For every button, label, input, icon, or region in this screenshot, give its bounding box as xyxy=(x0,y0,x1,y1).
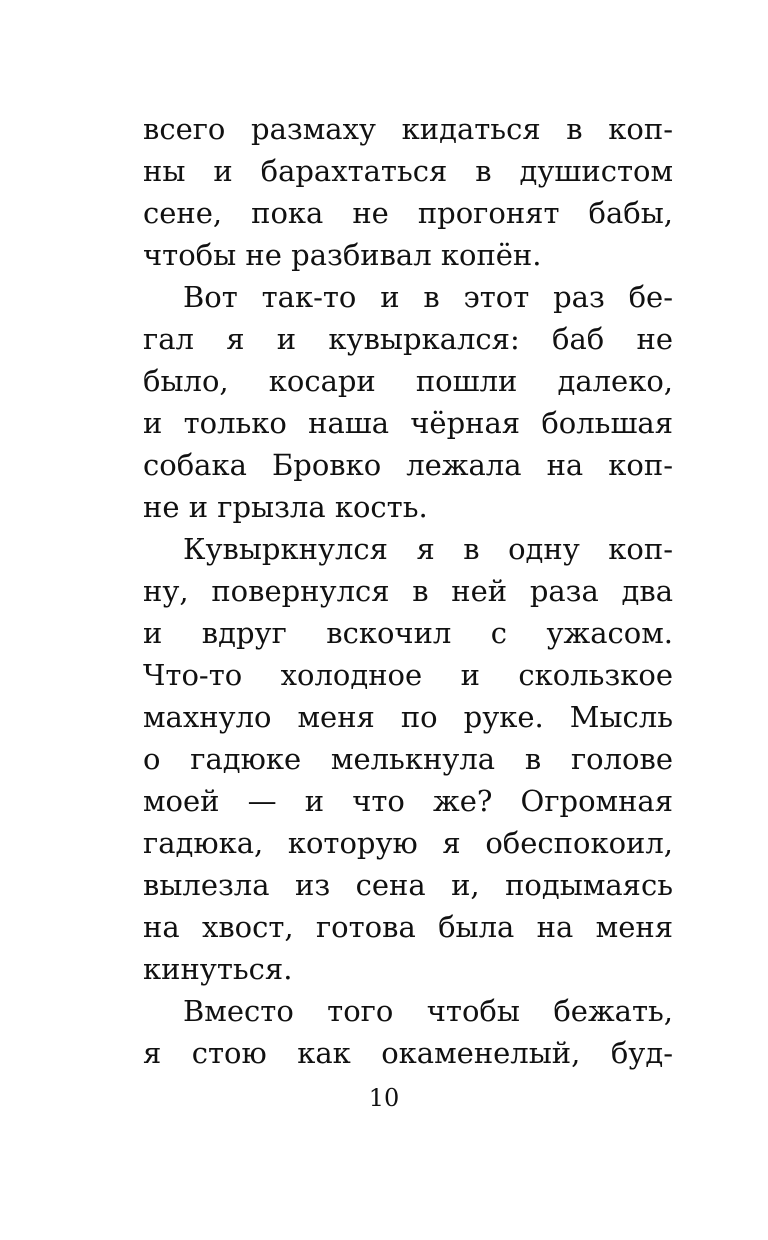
page-text-body xyxy=(143,108,673,1074)
text-line: всего размаху кидаться в коп- xyxy=(143,112,673,146)
text-line: махнуло меня по руке. Мысль xyxy=(143,700,673,734)
text-line: Что-то холодное и скользкое xyxy=(143,658,673,692)
text-line: моей — и что же? Огромная xyxy=(143,784,673,818)
text-line: гадюка, которую я обеспокоил, xyxy=(143,826,673,860)
text-line: вылезла из сена и, подымаясь xyxy=(143,868,673,902)
text-line: собака Бровко лежала на коп- xyxy=(143,448,673,482)
text-line: сене, пока не прогонят бабы, xyxy=(143,196,673,230)
text-line: Кувыркнулся я в одну коп- xyxy=(183,532,673,566)
text-line: ну, повернулся в ней раза два xyxy=(143,574,673,608)
text-line: было, косари пошли далеко, xyxy=(143,364,673,398)
text-line: о гадюке мелькнула в голове xyxy=(143,742,673,776)
text-line: Вместо того чтобы бежать, xyxy=(183,994,673,1028)
text-line: и только наша чёрная большая xyxy=(143,406,673,440)
text-line: не и грызла кость. xyxy=(143,490,428,524)
text-line: кинуться. xyxy=(143,952,293,986)
text-line: на хвост, готова была на меня xyxy=(143,910,673,944)
text-line: чтобы не разбивал копён. xyxy=(143,238,542,272)
text-line: ны и барахтаться в душистом xyxy=(143,154,673,188)
text-line: Вот так-то и в этот раз бе- xyxy=(183,280,673,314)
page-number: 10 xyxy=(368,1084,400,1112)
text-line: и вдруг вскочил с ужасом. xyxy=(143,616,673,650)
text-line: я стою как окаменелый, буд- xyxy=(143,1036,673,1070)
text-line: гал я и кувыркался: баб не xyxy=(143,322,673,356)
